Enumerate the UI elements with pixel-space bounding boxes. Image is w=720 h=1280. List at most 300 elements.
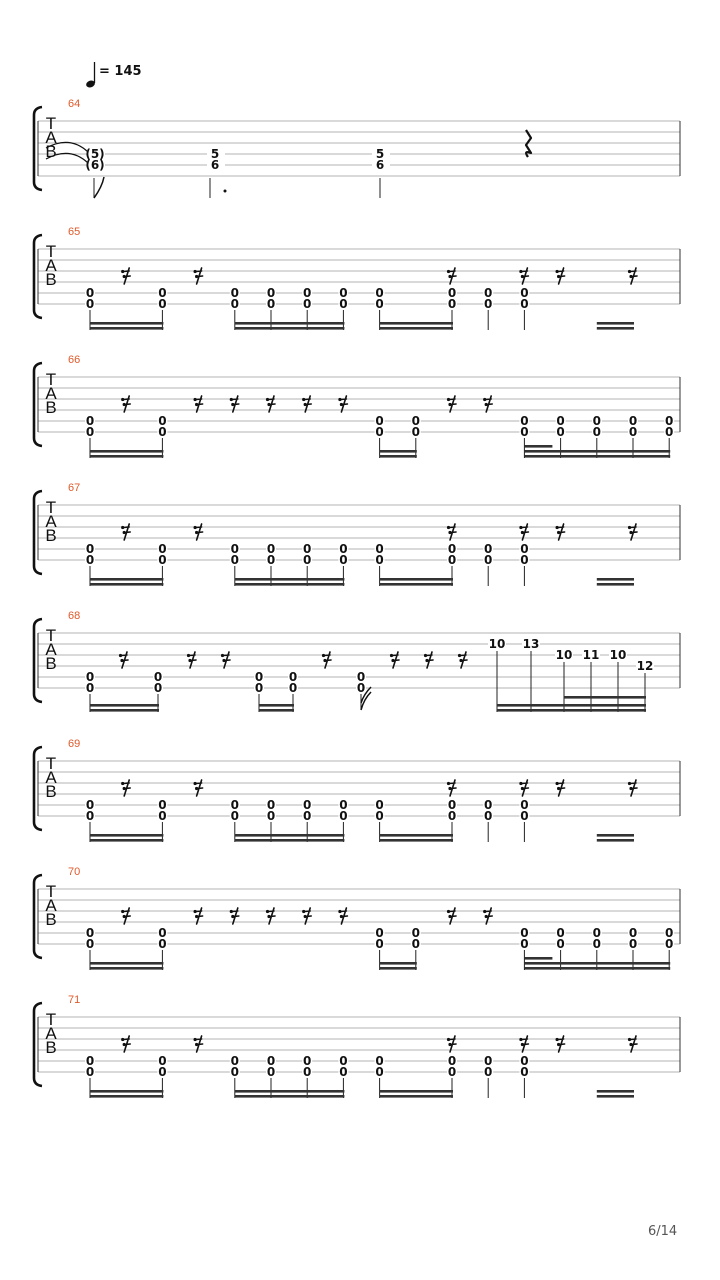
fret-number: 0 (153, 670, 163, 684)
measure-71 (34, 994, 680, 1098)
beam-primary (259, 709, 294, 712)
fret-number: 0 (158, 553, 167, 567)
fret-number: 0 (339, 297, 348, 311)
fret-number: 0 (85, 1065, 95, 1079)
fret-number: 0 (339, 1054, 348, 1068)
rest-flag-dot (556, 782, 559, 785)
fret-number: 0 (375, 1065, 384, 1079)
rest-flag-dot (485, 403, 488, 406)
rest-flag-dot (557, 531, 560, 534)
fret-number: 11 (582, 648, 600, 662)
fret-number: 0 (303, 809, 312, 823)
rest-flag-dot (119, 654, 122, 657)
beam-secondary (90, 962, 163, 965)
beam-secondary (524, 450, 670, 453)
rest-flag-dot (448, 275, 451, 278)
tab-clef-letter: T (45, 754, 57, 773)
rest-flag-dot (519, 782, 522, 785)
fret-number: 0 (230, 809, 239, 823)
fret-number: 0 (356, 681, 366, 695)
rest-flag-dot (447, 270, 450, 273)
beam-primary (597, 839, 634, 842)
rest-flag-dot (121, 526, 124, 529)
rest-flag-dot (448, 531, 451, 534)
beam-secondary (524, 962, 670, 965)
fret-number: 0 (375, 937, 384, 951)
fret-number: 0 (447, 553, 457, 567)
fret-number: 0 (85, 542, 95, 556)
fret-number: 0 (520, 553, 529, 567)
rest-flag-dot (459, 659, 462, 662)
beam-secondary (235, 322, 345, 325)
beam-secondary (380, 962, 417, 965)
fret-number: 0 (375, 297, 384, 311)
fret-number: 0 (375, 809, 384, 823)
fret-number: 5 (210, 147, 220, 161)
fret-number: 0 (230, 542, 239, 556)
beam-secondary (597, 578, 634, 581)
rest-flag-dot (304, 403, 307, 406)
fret-number: 0 (592, 926, 601, 940)
fret-number: 0 (520, 425, 529, 439)
page-number: 6/14 (648, 1224, 678, 1239)
beam-secondary (235, 578, 345, 581)
beam-secondary (597, 834, 634, 837)
tempo-value: = 145 (99, 64, 142, 79)
tab-clef-letter: B (45, 526, 57, 545)
beam-primary (380, 839, 453, 842)
measure-number: 64 (68, 98, 81, 110)
rest-flag-dot (340, 403, 343, 406)
fret-number: 0 (158, 809, 167, 823)
rest-flag-dot (485, 915, 488, 918)
rest-flag-dot (628, 1038, 631, 1041)
fret-number: 0 (484, 297, 493, 311)
fret-number: 0 (484, 1054, 493, 1068)
quarter-rest-icon (526, 130, 531, 157)
beam-primary (497, 709, 646, 712)
fret-number: 0 (447, 297, 457, 311)
fret-number: 0 (411, 414, 420, 428)
fret-number: 0 (85, 809, 95, 823)
rest-flag-dot (267, 915, 270, 918)
fret-number: 0 (230, 798, 239, 812)
fret-number: 0 (230, 1065, 239, 1079)
fret-number: 0 (556, 425, 565, 439)
fret-number: 0 (411, 937, 420, 951)
fret-number: 0 (303, 286, 312, 300)
rest-flag-dot (123, 275, 126, 278)
beam-secondary (380, 834, 453, 837)
tab-clef-letter: A (45, 1024, 57, 1043)
rest-flag-dot (322, 654, 325, 657)
fret-number: 0 (303, 1065, 312, 1079)
fret-number: 0 (375, 798, 384, 812)
rest-flag-dot (121, 910, 124, 913)
beam-secondary (235, 834, 345, 837)
beam-secondary (380, 450, 417, 453)
rest-flag-dot (629, 275, 632, 278)
tab-clef-letter: T (45, 370, 57, 389)
tab-clef-letter: A (45, 256, 57, 275)
rest-flag-dot (230, 910, 233, 913)
rest-flag-dot (556, 270, 559, 273)
fret-number: 0 (339, 553, 348, 567)
fret-number: (6) (85, 158, 105, 172)
measure-number: 68 (68, 610, 81, 622)
rest-flag-dot (628, 526, 631, 529)
beam-primary (90, 1095, 163, 1098)
beam-primary (90, 583, 163, 586)
beam-tertiary (524, 445, 552, 448)
rest-flag-dot (447, 398, 450, 401)
fret-number: 0 (520, 926, 529, 940)
fret-number: 0 (520, 937, 529, 951)
fret-number: 0 (556, 926, 565, 940)
fret-number: 0 (411, 926, 420, 940)
fret-number: 0 (520, 1054, 529, 1068)
rest-flag-dot (195, 275, 198, 278)
fret-number: 0 (303, 297, 312, 311)
fret-number: 0 (375, 553, 384, 567)
fret-number: 0 (592, 937, 601, 951)
rest-flag-dot (629, 531, 632, 534)
beam-secondary (380, 1090, 453, 1093)
rest-flag-dot (448, 1043, 451, 1046)
fret-number: 10 (555, 648, 573, 662)
fret-number: 0 (556, 414, 565, 428)
fret-number: 0 (85, 926, 95, 940)
tab-clef-letter: T (45, 114, 57, 133)
rest-flag-dot (121, 398, 124, 401)
fret-number: 0 (375, 1054, 384, 1068)
fret-number: 0 (592, 425, 601, 439)
fret-number: 0 (85, 297, 95, 311)
fret-number: 0 (665, 414, 674, 428)
fret-number: 0 (85, 286, 95, 300)
rest-flag-dot (519, 1038, 522, 1041)
measure-number: 71 (68, 994, 81, 1006)
rest-flag-dot (231, 915, 234, 918)
measure-number: 65 (68, 226, 81, 238)
tab-clef-letter: A (45, 640, 57, 659)
fret-number: 0 (628, 937, 638, 951)
fret-number: 0 (303, 798, 312, 812)
fret-number: 0 (520, 1065, 529, 1079)
beam-secondary (90, 322, 163, 325)
fret-number: 0 (303, 553, 312, 567)
beam-primary (380, 967, 417, 970)
fret-number: 0 (303, 542, 312, 556)
rest-flag-dot (628, 782, 631, 785)
rest-flag-dot (123, 915, 126, 918)
beam-primary (524, 455, 670, 458)
measure-66 (34, 354, 680, 458)
beam-primary (90, 327, 163, 330)
measure-70 (34, 866, 680, 970)
rest-flag-dot (123, 403, 126, 406)
beam-primary (380, 455, 417, 458)
beam-secondary (497, 704, 646, 707)
beam-secondary (259, 704, 294, 707)
fret-number: 0 (375, 926, 384, 940)
tab-clef-letter: B (45, 654, 57, 673)
fret-number: 6 (210, 158, 220, 172)
fret-number: 0 (266, 553, 276, 567)
rest-flag-dot (447, 526, 450, 529)
tab-clef-letter: T (45, 882, 57, 901)
fret-number: 0 (520, 297, 529, 311)
beam-tertiary (564, 696, 646, 699)
fret-number: 0 (85, 937, 95, 951)
fret-number: 0 (592, 414, 601, 428)
fret-number: 0 (266, 1054, 276, 1068)
tab-clef-letter: T (45, 1010, 57, 1029)
fret-number: 0 (484, 286, 493, 300)
fret-number: 0 (375, 414, 384, 428)
rest-flag-dot (323, 659, 326, 662)
fret-number: 0 (447, 798, 457, 812)
rest-flag-dot (390, 654, 393, 657)
fret-number: 0 (447, 1054, 457, 1068)
rest-flag-dot (194, 1038, 197, 1041)
rest-flag-dot (121, 1038, 124, 1041)
rest-flag-dot (483, 398, 486, 401)
fret-number: 0 (447, 809, 457, 823)
rest-flag-dot (194, 270, 197, 273)
fret-number: 0 (628, 414, 638, 428)
fret-number: 0 (484, 553, 493, 567)
rest-flag-dot (194, 782, 197, 785)
beam-secondary (597, 322, 634, 325)
measure-68 (34, 610, 680, 712)
rest-flag-dot (557, 1043, 560, 1046)
fret-number: 0 (254, 681, 264, 695)
fret-number: 0 (85, 681, 95, 695)
rest-flag-dot (123, 787, 126, 790)
rest-flag-dot (557, 275, 560, 278)
rest-flag-dot (447, 910, 450, 913)
rest-flag-dot (187, 654, 190, 657)
fret-number: 0 (484, 1065, 493, 1079)
fret-number: 0 (266, 297, 276, 311)
tab-clef-letter: B (45, 782, 57, 801)
fret-number: 0 (375, 425, 384, 439)
rest-flag-dot (266, 398, 269, 401)
rest-flag-dot (448, 915, 451, 918)
tab-clef-letter: B (45, 910, 57, 929)
measure-67 (34, 482, 680, 586)
fret-number: 0 (266, 798, 276, 812)
rest-flag-dot (195, 1043, 198, 1046)
fret-number: 0 (266, 286, 276, 300)
beam-secondary (380, 578, 453, 581)
fret-number: 0 (356, 670, 366, 684)
fret-number: 0 (158, 286, 167, 300)
fret-number: 0 (85, 414, 95, 428)
beam-primary (597, 1095, 634, 1098)
beam-secondary (90, 578, 163, 581)
beam-primary (597, 583, 634, 586)
fret-number: 0 (266, 1065, 276, 1079)
fret-number: 0 (158, 926, 167, 940)
fret-number: 0 (339, 542, 348, 556)
rest-flag-dot (195, 915, 198, 918)
beam-secondary (90, 450, 163, 453)
tab-clef-letter: B (45, 270, 57, 289)
rest-flag-dot (458, 654, 461, 657)
fret-number: 0 (158, 542, 167, 556)
fret-number: 5 (375, 147, 385, 161)
fret-number: 0 (375, 286, 384, 300)
measure-64 (34, 98, 680, 198)
rest-flag-dot (521, 787, 524, 790)
rest-flag-dot (519, 270, 522, 273)
rest-flag-dot (448, 787, 451, 790)
rest-flag-dot (302, 910, 305, 913)
beam-primary (524, 967, 670, 970)
rest-flag-dot (447, 782, 450, 785)
fret-number: 0 (665, 425, 674, 439)
beam-secondary (597, 1090, 634, 1093)
fret-number: 0 (230, 553, 239, 567)
rest-flag-dot (628, 270, 631, 273)
fret-number: 0 (484, 542, 493, 556)
rest-flag-dot (195, 787, 198, 790)
beam-primary (380, 583, 453, 586)
rest-flag-dot (424, 654, 427, 657)
fret-number: (5) (85, 147, 105, 161)
fret-number: 0 (230, 297, 239, 311)
fret-number: 0 (628, 926, 638, 940)
rest-flag-dot (338, 910, 341, 913)
tab-clef-letter: B (45, 1038, 57, 1057)
tempo-marking (85, 62, 141, 89)
rest-flag-dot (230, 398, 233, 401)
beam-primary (380, 327, 453, 330)
fret-number: 0 (153, 681, 163, 695)
rest-flag-dot (629, 1043, 632, 1046)
tab-clef-letter: T (45, 242, 57, 261)
rest-flag-dot (448, 403, 451, 406)
fret-number: 0 (85, 798, 95, 812)
rest-flag-dot (121, 782, 124, 785)
fret-number: 0 (339, 286, 348, 300)
measure-number: 70 (68, 866, 81, 878)
fret-number: 0 (158, 425, 167, 439)
rest-flag-dot (194, 526, 197, 529)
tab-clef-letter: A (45, 768, 57, 787)
rest-flag-dot (221, 654, 224, 657)
fret-number: 0 (158, 1054, 167, 1068)
fret-number: 0 (339, 809, 348, 823)
tab-clef-letter: A (45, 128, 57, 147)
fret-number: 0 (484, 809, 493, 823)
measure-69 (34, 738, 680, 842)
fret-number: 0 (339, 1065, 348, 1079)
tab-clef-letter: A (45, 896, 57, 915)
dotted-note-dot (224, 190, 227, 193)
tab-clef-letter: B (45, 398, 57, 417)
rest-flag-dot (231, 403, 234, 406)
rest-flag-dot (123, 531, 126, 534)
fret-number: 0 (484, 798, 493, 812)
rest-flag-dot (391, 659, 394, 662)
fret-number: 0 (254, 670, 264, 684)
fret-number: 0 (85, 670, 95, 684)
fret-number: 0 (158, 1065, 167, 1079)
fret-number: 0 (339, 798, 348, 812)
tab-clef-letter: A (45, 512, 57, 531)
fret-number: 10 (488, 637, 506, 651)
rest-flag-dot (267, 403, 270, 406)
fret-number: 0 (520, 414, 529, 428)
tab-clef-letter: A (45, 384, 57, 403)
rest-flag-dot (556, 526, 559, 529)
fret-number: 0 (556, 937, 565, 951)
rest-flag-dot (521, 531, 524, 534)
tab-clef-letter: B (45, 142, 57, 161)
rest-flag-dot (188, 659, 191, 662)
fret-number: 0 (628, 425, 638, 439)
rest-flag-dot (302, 398, 305, 401)
beam-secondary (90, 1090, 163, 1093)
beam-tertiary (524, 957, 552, 960)
rest-flag-dot (338, 398, 341, 401)
rest-flag-dot (521, 275, 524, 278)
rest-flag-dot (195, 531, 198, 534)
rest-flag-dot (304, 915, 307, 918)
rest-flag-dot (557, 787, 560, 790)
tab-clef-letter: T (45, 498, 57, 517)
rest-flag-dot (266, 910, 269, 913)
rest-flag-dot (222, 659, 225, 662)
beam-primary (235, 1095, 345, 1098)
fret-number: 0 (447, 1065, 457, 1079)
fret-number: 0 (158, 937, 167, 951)
beam-secondary (235, 1090, 345, 1093)
fret-number: 0 (85, 1054, 95, 1068)
measure-number: 67 (68, 482, 81, 494)
fret-number: 0 (266, 542, 276, 556)
fret-number: 0 (447, 542, 457, 556)
rest-flag-dot (340, 915, 343, 918)
beam-primary (90, 455, 163, 458)
fret-number: 0 (158, 297, 167, 311)
beam-primary (235, 583, 345, 586)
fret-number: 13 (522, 637, 540, 651)
fret-number: 0 (158, 414, 167, 428)
beam-secondary (90, 834, 163, 837)
fret-number: 0 (85, 425, 95, 439)
fret-number: 0 (665, 937, 674, 951)
fret-number: 0 (520, 809, 529, 823)
fret-number: 0 (266, 809, 276, 823)
beam-primary (235, 327, 345, 330)
beam-secondary (90, 704, 159, 707)
beam-primary (90, 709, 159, 712)
fret-number: 10 (609, 648, 627, 662)
rest-flag-dot (425, 659, 428, 662)
measure-number: 66 (68, 354, 81, 366)
beam-secondary (380, 322, 453, 325)
fret-number: 0 (375, 542, 384, 556)
fret-number: 0 (411, 425, 420, 439)
fret-number: 0 (230, 1054, 239, 1068)
beam-primary (597, 327, 634, 330)
measure-65 (34, 226, 680, 330)
fret-number: 0 (158, 798, 167, 812)
